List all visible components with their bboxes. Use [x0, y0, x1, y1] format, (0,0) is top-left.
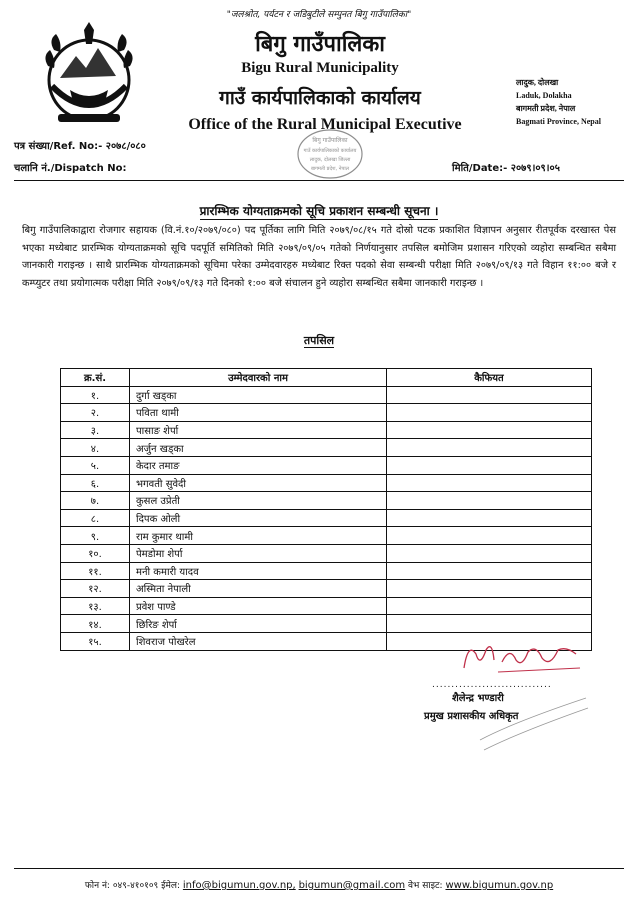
address-line: लादुक, दोलखा [516, 78, 559, 87]
cell-candidate-name: भगवती सुवेदी [130, 474, 387, 492]
notice-body: बिगु गाउँपालिकाद्वारा रोजगार सहायक (वि.नं.१०/२०७९/०८०) पद पूर्तिका लागि मिति २०७९/०८/१५ गते दोस्रो पटक प्रकाशित विज्ञापन अनुसार रीतपूर्वक दरखास्त पेस भएका मध्येबाट प्रारम्भिक योग्यताक्रमको सूचि पदपूर्ति समितिको मिति २०७९/०९/०५ गतेको निर्णयानुसार तपसिल बमोजिम प्रशासन गरिएको व्यहोरा सम्बन्धित सबैमा जानकारी गराइन्छ । साथै प्रारम्भिक योग्यताक्रमको सूचिमा परेका उम्मेदवारहरु मध्येबाट रिक्त पदको सेवा सम्बन्धी परीक्षा मिति २०७९/०९/१३ गते विहान ११:०० बजे र कम्प्युटर तथा प्रयोगात्मक परीक्षा मिति २०७९/०९/१३ गते दिनको १:०० बजे संचालन हुने व्यहोरा सम्बन्धित सबैमा जानकारी गराइन्छ । [22, 225, 616, 289]
address-block [516, 76, 601, 128]
footer-divider [14, 868, 624, 869]
cell-remark [387, 439, 592, 457]
email-link-gmail[interactable]: bigumun@gmail.com [298, 880, 406, 891]
cell-serial: ८. [61, 509, 130, 527]
cell-serial: १३. [61, 597, 130, 615]
table-row [61, 527, 592, 545]
stamp-line: गाउँ कार्यपालिकाको कार्यालय [303, 148, 357, 154]
handwritten-signature [458, 638, 588, 678]
table-row [61, 404, 592, 422]
cell-serial: १२. [61, 580, 130, 598]
column-header-remark: कैफियत [387, 369, 592, 387]
org-name-english: Bigu Rural Municipality [241, 60, 399, 76]
cell-serial: १५. [61, 632, 130, 650]
table-row [61, 386, 592, 404]
office-stamp [296, 128, 364, 180]
cell-candidate-name: मनी कमारी यादव [130, 562, 387, 580]
email-link-info[interactable]: info@bigumun.gov.np, [182, 880, 296, 891]
candidates-table [60, 368, 592, 651]
table-row [61, 439, 592, 457]
table-row [61, 456, 592, 474]
tapsil-heading [0, 333, 638, 348]
table-row [61, 544, 592, 562]
cell-candidate-name: पविता थामी [130, 404, 387, 422]
column-header-sn: क्र.सं. [61, 369, 130, 387]
cell-candidate-name: राम कुमार थामी [130, 527, 387, 545]
cell-serial: ६. [61, 474, 130, 492]
date-label: मिति/Date:- [452, 163, 508, 174]
cell-remark [387, 509, 592, 527]
cell-remark [387, 456, 592, 474]
address-line: Laduk, Dolakha [516, 91, 572, 100]
cell-remark [387, 386, 592, 404]
cell-remark [387, 421, 592, 439]
table-row [61, 615, 592, 633]
cell-serial: १०. [61, 544, 130, 562]
cell-remark [387, 562, 592, 580]
ref-value: २०७८/०८० [105, 141, 146, 152]
table-row [61, 580, 592, 598]
table-row [61, 597, 592, 615]
cell-candidate-name: दुर्गा खड्का [130, 386, 387, 404]
table-row [61, 562, 592, 580]
stamp-line: बिगु गाउँपालिका [312, 137, 348, 144]
table-row [61, 474, 592, 492]
cell-serial: १. [61, 386, 130, 404]
office-name-english: Office of the Rural Municipal Executive [188, 116, 462, 133]
header-divider [14, 180, 624, 181]
cell-serial: ७. [61, 492, 130, 510]
government-emblem-icon [40, 20, 138, 128]
cell-candidate-name: पेमडोमा शेर्पा [130, 544, 387, 562]
cell-candidate-name: पासाङ शेर्पा [130, 421, 387, 439]
footer-phone: फोन नं: ०४९-४१०१०९ [84, 881, 159, 891]
signatory-title: प्रमुख प्रशासकीय अधिकृत [424, 711, 519, 722]
signatory-name: शैलेन्द्र भण्डारी [452, 693, 504, 704]
cell-remark [387, 615, 592, 633]
cell-remark [387, 544, 592, 562]
cell-serial: ४. [61, 439, 130, 457]
footer-web-label: वेभ साइट: [408, 881, 443, 891]
cell-candidate-name: प्रवेश पाण्डे [130, 597, 387, 615]
website-link[interactable]: www.bigumun.gov.np [445, 880, 554, 891]
table-row [61, 509, 592, 527]
footer-email-label: ईमेल: [161, 881, 181, 891]
stamp-line: लादुक, दोलखा जिल्ला [309, 157, 351, 163]
cell-remark [387, 597, 592, 615]
cell-candidate-name: अर्जुन खड्का [130, 439, 387, 457]
signature-line: ............................... [432, 680, 552, 690]
cell-serial: १४. [61, 615, 130, 633]
cell-serial: २. [61, 404, 130, 422]
footer [0, 878, 638, 891]
signature-stamp [474, 688, 592, 754]
reference-number [14, 138, 146, 152]
org-name-nepali: बिगु गाउँपालिका [255, 32, 385, 57]
stamp-line: बागमती प्रदेश, नेपाल [310, 166, 350, 172]
tapsil-text: तपसिल [303, 334, 335, 347]
table-row [61, 421, 592, 439]
table-row [61, 492, 592, 510]
address-line: Bagmati Province, Nepal [516, 117, 601, 126]
cell-candidate-name: शिवराज पोखरेल [130, 632, 387, 650]
address-line: बागमती प्रदेश, नेपाल [516, 104, 576, 113]
ref-label: पत्र संख्या/Ref. No:- [14, 141, 103, 152]
office-name-nepali: गाउँ कार्यपालिकाको कार्यालय [219, 87, 421, 109]
date-value: २०७९।०९।०५ [510, 163, 560, 174]
cell-remark [387, 404, 592, 422]
cell-candidate-name: छिरिङ शेर्पा [130, 615, 387, 633]
notice-title-text: प्रारम्भिक योग्यताक्रमको सूचि प्रकाशन सम्बन्धी सूचना । [199, 204, 439, 218]
cell-serial: ५. [61, 456, 130, 474]
notice-title [0, 202, 638, 219]
cell-candidate-name: कुसल उप्रेती [130, 492, 387, 510]
cell-candidate-name: केदार तमाङ [130, 456, 387, 474]
dispatch-number: चलानि नं./Dispatch No: [14, 163, 127, 174]
cell-remark [387, 580, 592, 598]
letter-date [452, 160, 560, 174]
column-header-name: उम्मेदवारको नाम [130, 369, 387, 387]
cell-candidate-name: अस्मिता नेपाली [130, 580, 387, 598]
cell-candidate-name: दिपक ओली [130, 509, 387, 527]
tagline: "जलश्रोत, पर्यटन र जडिबुटीले सम्पुनत बिगु गाउँपालिका" [226, 10, 412, 20]
table-header-row [61, 369, 592, 387]
cell-remark [387, 492, 592, 510]
cell-serial: ९. [61, 527, 130, 545]
cell-serial: ११. [61, 562, 130, 580]
cell-remark [387, 527, 592, 545]
cell-remark [387, 474, 592, 492]
cell-serial: ३. [61, 421, 130, 439]
